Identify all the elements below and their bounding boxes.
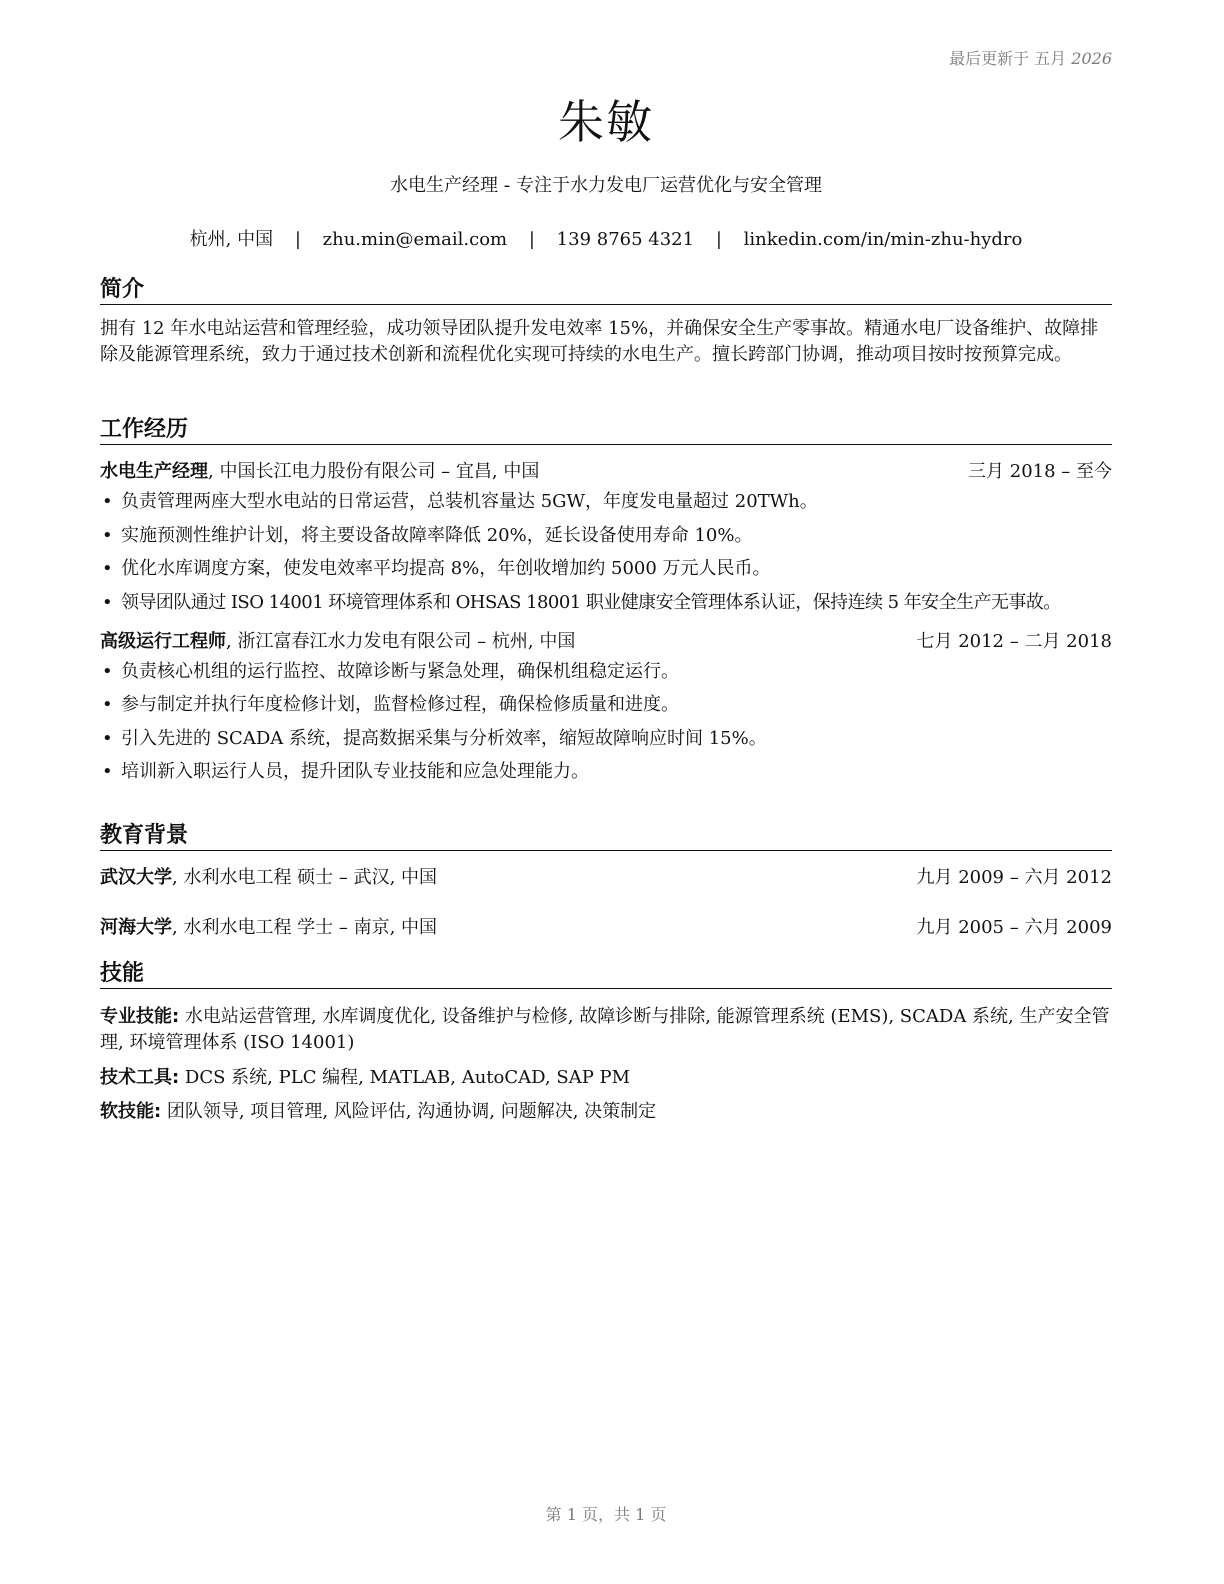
job-header (100, 459, 1112, 485)
skills-label: 专业技能: (100, 1006, 180, 1027)
job-dates: 三月 2018 – 至今 (968, 461, 1112, 482)
experience-section (100, 416, 1112, 793)
candidate-name: 朱敏 (558, 95, 654, 149)
job-role: 高级运行工程师 (100, 630, 226, 652)
contact-separator: | (715, 229, 722, 250)
skills-line (100, 1004, 1112, 1056)
education-section (100, 822, 1112, 941)
last-updated-year: 2026 (1071, 49, 1112, 68)
skills-text: 水电站运营管理, 水库调度优化, 设备维护与检修, 故障诊断与排除, 能源管理系统 (EMS), SCADA 系统, 生产安全管理, 环境管理体系 (ISO 14001) (100, 1006, 1110, 1053)
job-bullet: • 负责管理两座大型水电站的日常运营，总装机容量达 5GW，年度发电量超过 20TWh。 (100, 489, 1112, 515)
resume-page (100, 0, 1112, 1584)
job-bullet: • 培训新入职运行人员，提升团队专业技能和应急处理能力。 (100, 759, 1112, 785)
job-title-org (100, 629, 575, 655)
skills-label: 软技能: (100, 1101, 162, 1122)
contact-linkedin-link[interactable]: linkedin.com/in/min-zhu-hydro (743, 229, 1023, 250)
skills-text: DCS 系统, PLC 编程, MATLAB, AutoCAD, SAP PM (179, 1067, 631, 1088)
skills-section (100, 960, 1112, 1125)
candidate-tagline: 水电生产经理 - 专注于水力发电厂运营优化与安全管理 (390, 175, 822, 196)
contact-email-link[interactable]: zhu.min@email.com (322, 229, 508, 250)
job-bullets (100, 489, 1112, 616)
education-school: 武汉大学 (100, 867, 172, 888)
skills-line (100, 1065, 1112, 1091)
skills-label: 技术工具: (100, 1067, 180, 1088)
summary-title: 简介 (100, 276, 1112, 305)
education-school: 河海大学 (100, 917, 172, 938)
last-updated (949, 46, 1112, 69)
job-header (100, 629, 1112, 655)
job-role: 水电生产经理 (100, 461, 208, 482)
education-detail: , 水利水电工程 学士 – 南京, 中国 (172, 917, 438, 938)
contact-line (100, 225, 1112, 251)
education-entry (100, 865, 1112, 891)
job-bullet: • 参与制定并执行年度检修计划，监督检修过程，确保检修质量和进度。 (100, 692, 1112, 718)
skills-title: 技能 (100, 960, 1112, 989)
skills-text: 团队领导, 项目管理, 风险评估, 沟通协调, 问题解决, 决策制定 (161, 1101, 657, 1122)
job-org: , 中国长江电力股份有限公司 – 宜昌, 中国 (208, 461, 540, 482)
summary-section (100, 276, 1112, 368)
job-entry (100, 629, 1112, 786)
job-bullet: • 负责核心机组的运行监控、故障诊断与紧急处理，确保机组稳定运行。 (100, 659, 1112, 685)
job-bullet: • 引入先进的 SCADA 系统，提高数据采集与分析效率，缩短故障响应时间 15%。 (100, 726, 1112, 752)
job-bullets (100, 659, 1112, 786)
contact-separator: | (294, 229, 301, 250)
job-org: , 浙江富春江水力发电有限公司 – 杭州, 中国 (226, 630, 576, 652)
education-detail: , 水利水电工程 硕士 – 武汉, 中国 (172, 867, 438, 888)
job-dates: 七月 2012 – 二月 2018 (916, 630, 1112, 652)
job-bullet: • 优化水库调度方案，使发电效率平均提高 8%，年创收增加约 5000 万元人民币。 (100, 556, 1112, 582)
contact-location: 杭州, 中国 (189, 229, 274, 250)
page-number: 第 1 页，共 1 页 (545, 1505, 667, 1524)
education-dates: 九月 2009 – 六月 2012 (916, 867, 1112, 888)
experience-title: 工作经历 (100, 416, 1112, 445)
education-title: 教育背景 (100, 822, 1112, 851)
education-school-detail (100, 915, 437, 941)
contact-phone: 139 8765 4321 (556, 229, 695, 250)
job-title-org (100, 459, 539, 485)
education-school-detail (100, 865, 437, 891)
job-entry (100, 459, 1112, 616)
education-entry (100, 915, 1112, 941)
job-bullet: • 实施预测性维护计划，将主要设备故障率降低 20%，延长设备使用寿命 10%。 (100, 523, 1112, 549)
education-dates: 九月 2005 – 六月 2009 (916, 917, 1112, 938)
last-updated-label: 最后更新于 五月 (949, 49, 1067, 68)
job-bullet: • 领导团队通过 ISO 14001 环境管理体系和 OHSAS 18001 职业健康安全管理体系认证，保持连续 5 年安全生产无事故。 (100, 590, 1112, 616)
skills-line (100, 1099, 1112, 1125)
summary-text: 拥有 12 年水电站运营和管理经验，成功领导团队提升发电效率 15%，并确保安全生产零事故。精通水电厂设备维护、故障排除及能源管理系统，致力于通过技术创新和流程优化实现可持续的水电生产。擅长跨部门协调，推动项目按时按预算完成。 (100, 318, 1099, 365)
contact-separator: | (528, 229, 535, 250)
